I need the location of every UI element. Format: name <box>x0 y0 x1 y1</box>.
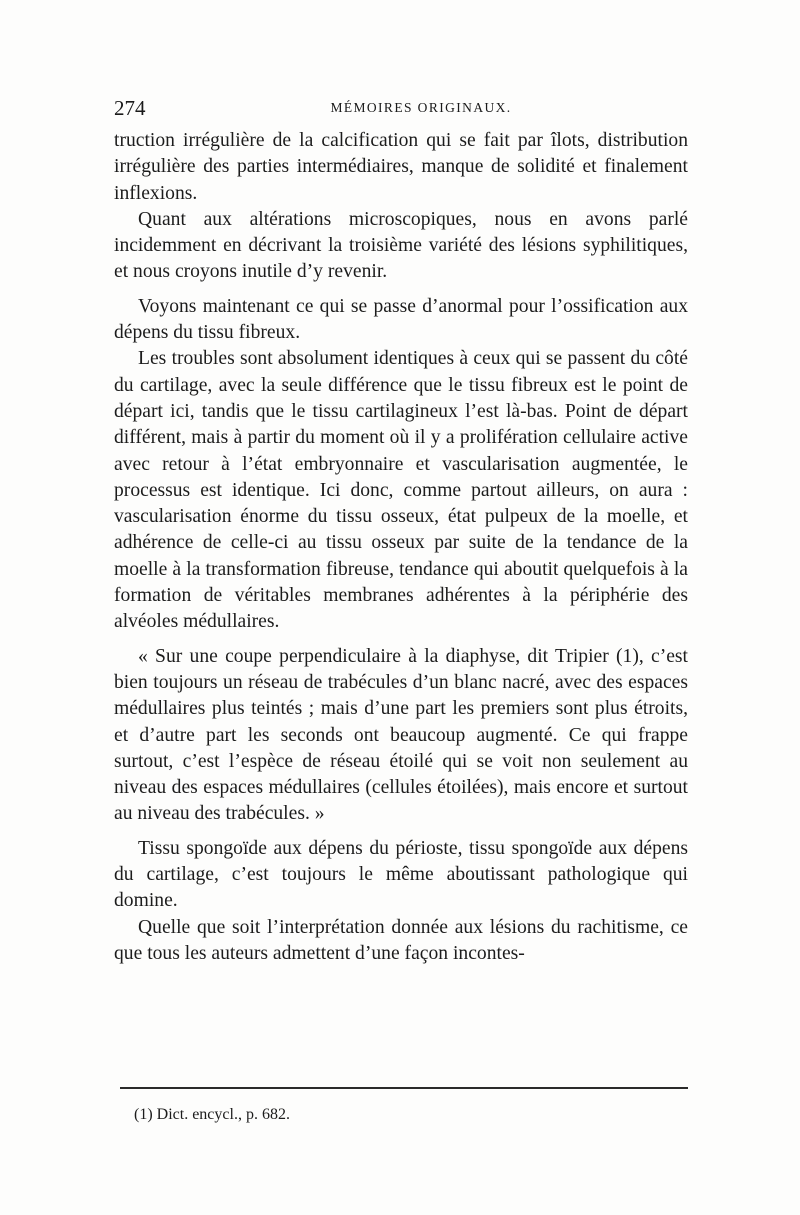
paragraph-microscopic-alterations: Quant aux altérations microscopiques, nous en avons parlé incidemment en décrivant la troisième variété des lésions syphilitiques, et nous croyons inutile d’y revenir. <box>114 208 688 283</box>
page-header <box>114 96 688 124</box>
footnote: (1) Dict. encycl., p. 682. <box>134 1106 290 1123</box>
paragraph-fibrous-ossification: Voyons maintenant ce qui se passe d’anormal pour l’ossification aux dépens du tissu fibreux. <box>114 295 688 344</box>
paragraph-rachitism: Quelle que soit l’interprétation donnée aux lésions du rachitisme, ce que tous les auteurs admettent d’une façon incontes- <box>114 916 688 964</box>
body-text <box>114 128 688 967</box>
running-title: MÉMOIRES ORIGINAUX. <box>330 100 512 115</box>
page-number: 274 <box>114 96 146 120</box>
paragraph-tripier-quote: « Sur une coupe perpendiculaire à la diaphyse, dit Tripier (1), c’est bien toujours un réseau de trabécules d’un blanc nacré, avec des espaces médullaires plus teintés ; mais d’une part les premiers sont plus étroits, et d’autre part les seconds ont beaucoup augmenté. Ce qui frappe surtout, c’est l’espèce de réseau étoilé qui se voit non seulement au niveau des espaces médullaires (cellules étoilées), mais encore et surtout au niveau des trabécules. » <box>114 645 688 825</box>
paragraph-continuation: truction irrégulière de la calcification qui se fait par îlots, distribution irrégulière des parties intermédiaires, manque de solidité et finalement inflexions. <box>114 130 688 204</box>
footnote-divider <box>120 1087 688 1089</box>
paragraph-troubles: Les troubles sont absolument identiques à ceux qui se passent du côté du cartilage, avec la seule différence que le tissu fibreux est le point de départ ici, tandis que le tissu cartilagineux l’est là-bas. Point de départ différent, mais à partir du moment où il y a prolifération cellulaire active avec retour à l’état embryonnaire et vascularisation augmentée, le processus est identique. Ici donc, comme partout ailleurs, on aura : vascularisation énorme du tissu osseux, état pulpeux de la moelle, et adhérence de celle-ci au tissu osseux par suite de la tendance de la moelle à la transformation fibreuse, tendance qui aboutit quelquefois à la formation de véritables membranes adhérentes à la périphérie des alvéoles médullaires. <box>114 348 688 633</box>
paragraph-spongoid-tissue: Tissu spongoïde aux dépens du périoste, tissu spongoïde aux dépens du cartilage, c’est toujours le même aboutissant pathologique qui domine. <box>114 837 688 912</box>
